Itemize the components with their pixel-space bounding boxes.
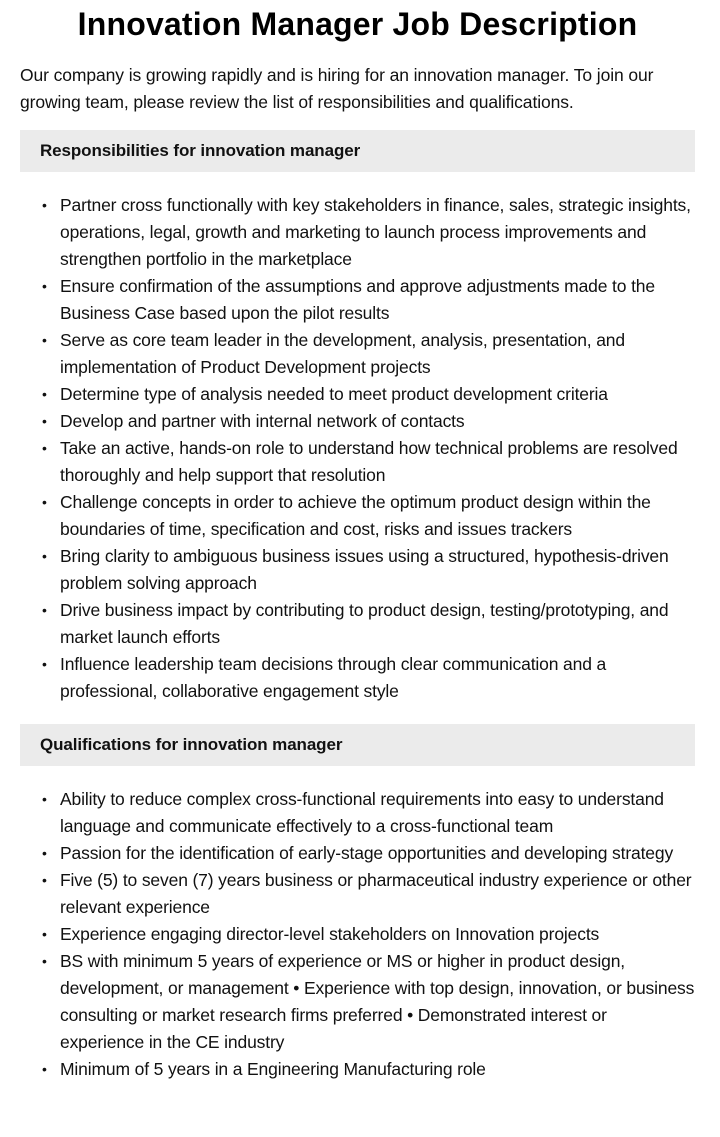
- list-item: • Ability to reduce complex cross-functional requirements into easy to understand language and communicate effectively to a cross-functional team: [60, 786, 695, 840]
- intro-paragraph: Our company is growing rapidly and is hiring for an innovation manager. To join our growing team, please review the list of responsibilities and qualifications.: [20, 65, 654, 112]
- list-item: • Influence leadership team decisions through clear communication and a professional, collaborative engagement style: [60, 651, 695, 705]
- bullet-icon: •: [42, 872, 47, 888]
- bullet-icon: •: [42, 332, 47, 348]
- bullet-icon: •: [42, 278, 47, 294]
- bullet-icon: •: [42, 602, 47, 618]
- list-item: • Develop and partner with internal network of contacts: [60, 408, 695, 435]
- bullet-icon: •: [42, 845, 47, 861]
- list-item: • Ensure confirmation of the assumptions and approve adjustments made to the Business Case based upon the pilot results: [60, 273, 695, 327]
- bullet-icon: •: [42, 386, 47, 402]
- bullet-icon: •: [42, 413, 47, 429]
- list-item: • Determine type of analysis needed to meet product development criteria: [60, 381, 695, 408]
- bullet-icon: •: [42, 656, 47, 672]
- list-item: • Experience engaging director-level stakeholders on Innovation projects: [60, 921, 695, 948]
- bullet-icon: •: [42, 791, 47, 807]
- responsibilities-list: [20, 192, 695, 705]
- qualifications-list: [20, 786, 695, 1083]
- bullet-icon: •: [42, 440, 47, 456]
- qualifications-heading: Qualifications for innovation manager: [20, 724, 695, 766]
- list-item: • Serve as core team leader in the development, analysis, presentation, and implementation of Product Development projects: [60, 327, 695, 381]
- bullet-icon: •: [42, 926, 47, 942]
- list-item: • Challenge concepts in order to achieve the optimum product design within the boundaries of time, specification and cost, risks and issues trackers: [60, 489, 695, 543]
- list-item: • Drive business impact by contributing to product design, testing/prototyping, and market launch efforts: [60, 597, 695, 651]
- bullet-icon: •: [42, 953, 47, 969]
- list-item: • Partner cross functionally with key stakeholders in finance, sales, strategic insights, operations, legal, growth and marketing to launch process improvements and strengthen portfolio in the marketplace: [60, 192, 695, 273]
- bullet-icon: •: [42, 494, 47, 510]
- bullet-icon: •: [42, 197, 47, 213]
- list-item: • Five (5) to seven (7) years business or pharmaceutical industry experience or other relevant experience: [60, 867, 695, 921]
- list-item: • Bring clarity to ambiguous business issues using a structured, hypothesis-driven problem solving approach: [60, 543, 695, 597]
- list-item: • Take an active, hands-on role to understand how technical problems are resolved thoroughly and help support that resolution: [60, 435, 695, 489]
- page-title: Innovation Manager Job Description: [77, 6, 638, 42]
- bullet-icon: •: [42, 1061, 47, 1077]
- list-item: • BS with minimum 5 years of experience or MS or higher in product design, development, or management • Experience with top design, innovation, or business consulting or market research firms preferred • Demonstrated interest or experience in the CE industry: [60, 948, 695, 1056]
- list-item: • Passion for the identification of early-stage opportunities and developing strategy: [60, 840, 695, 867]
- list-item: • Minimum of 5 years in a Engineering Manufacturing role: [60, 1056, 695, 1083]
- responsibilities-heading: Responsibilities for innovation manager: [20, 130, 695, 172]
- bullet-icon: •: [42, 548, 47, 564]
